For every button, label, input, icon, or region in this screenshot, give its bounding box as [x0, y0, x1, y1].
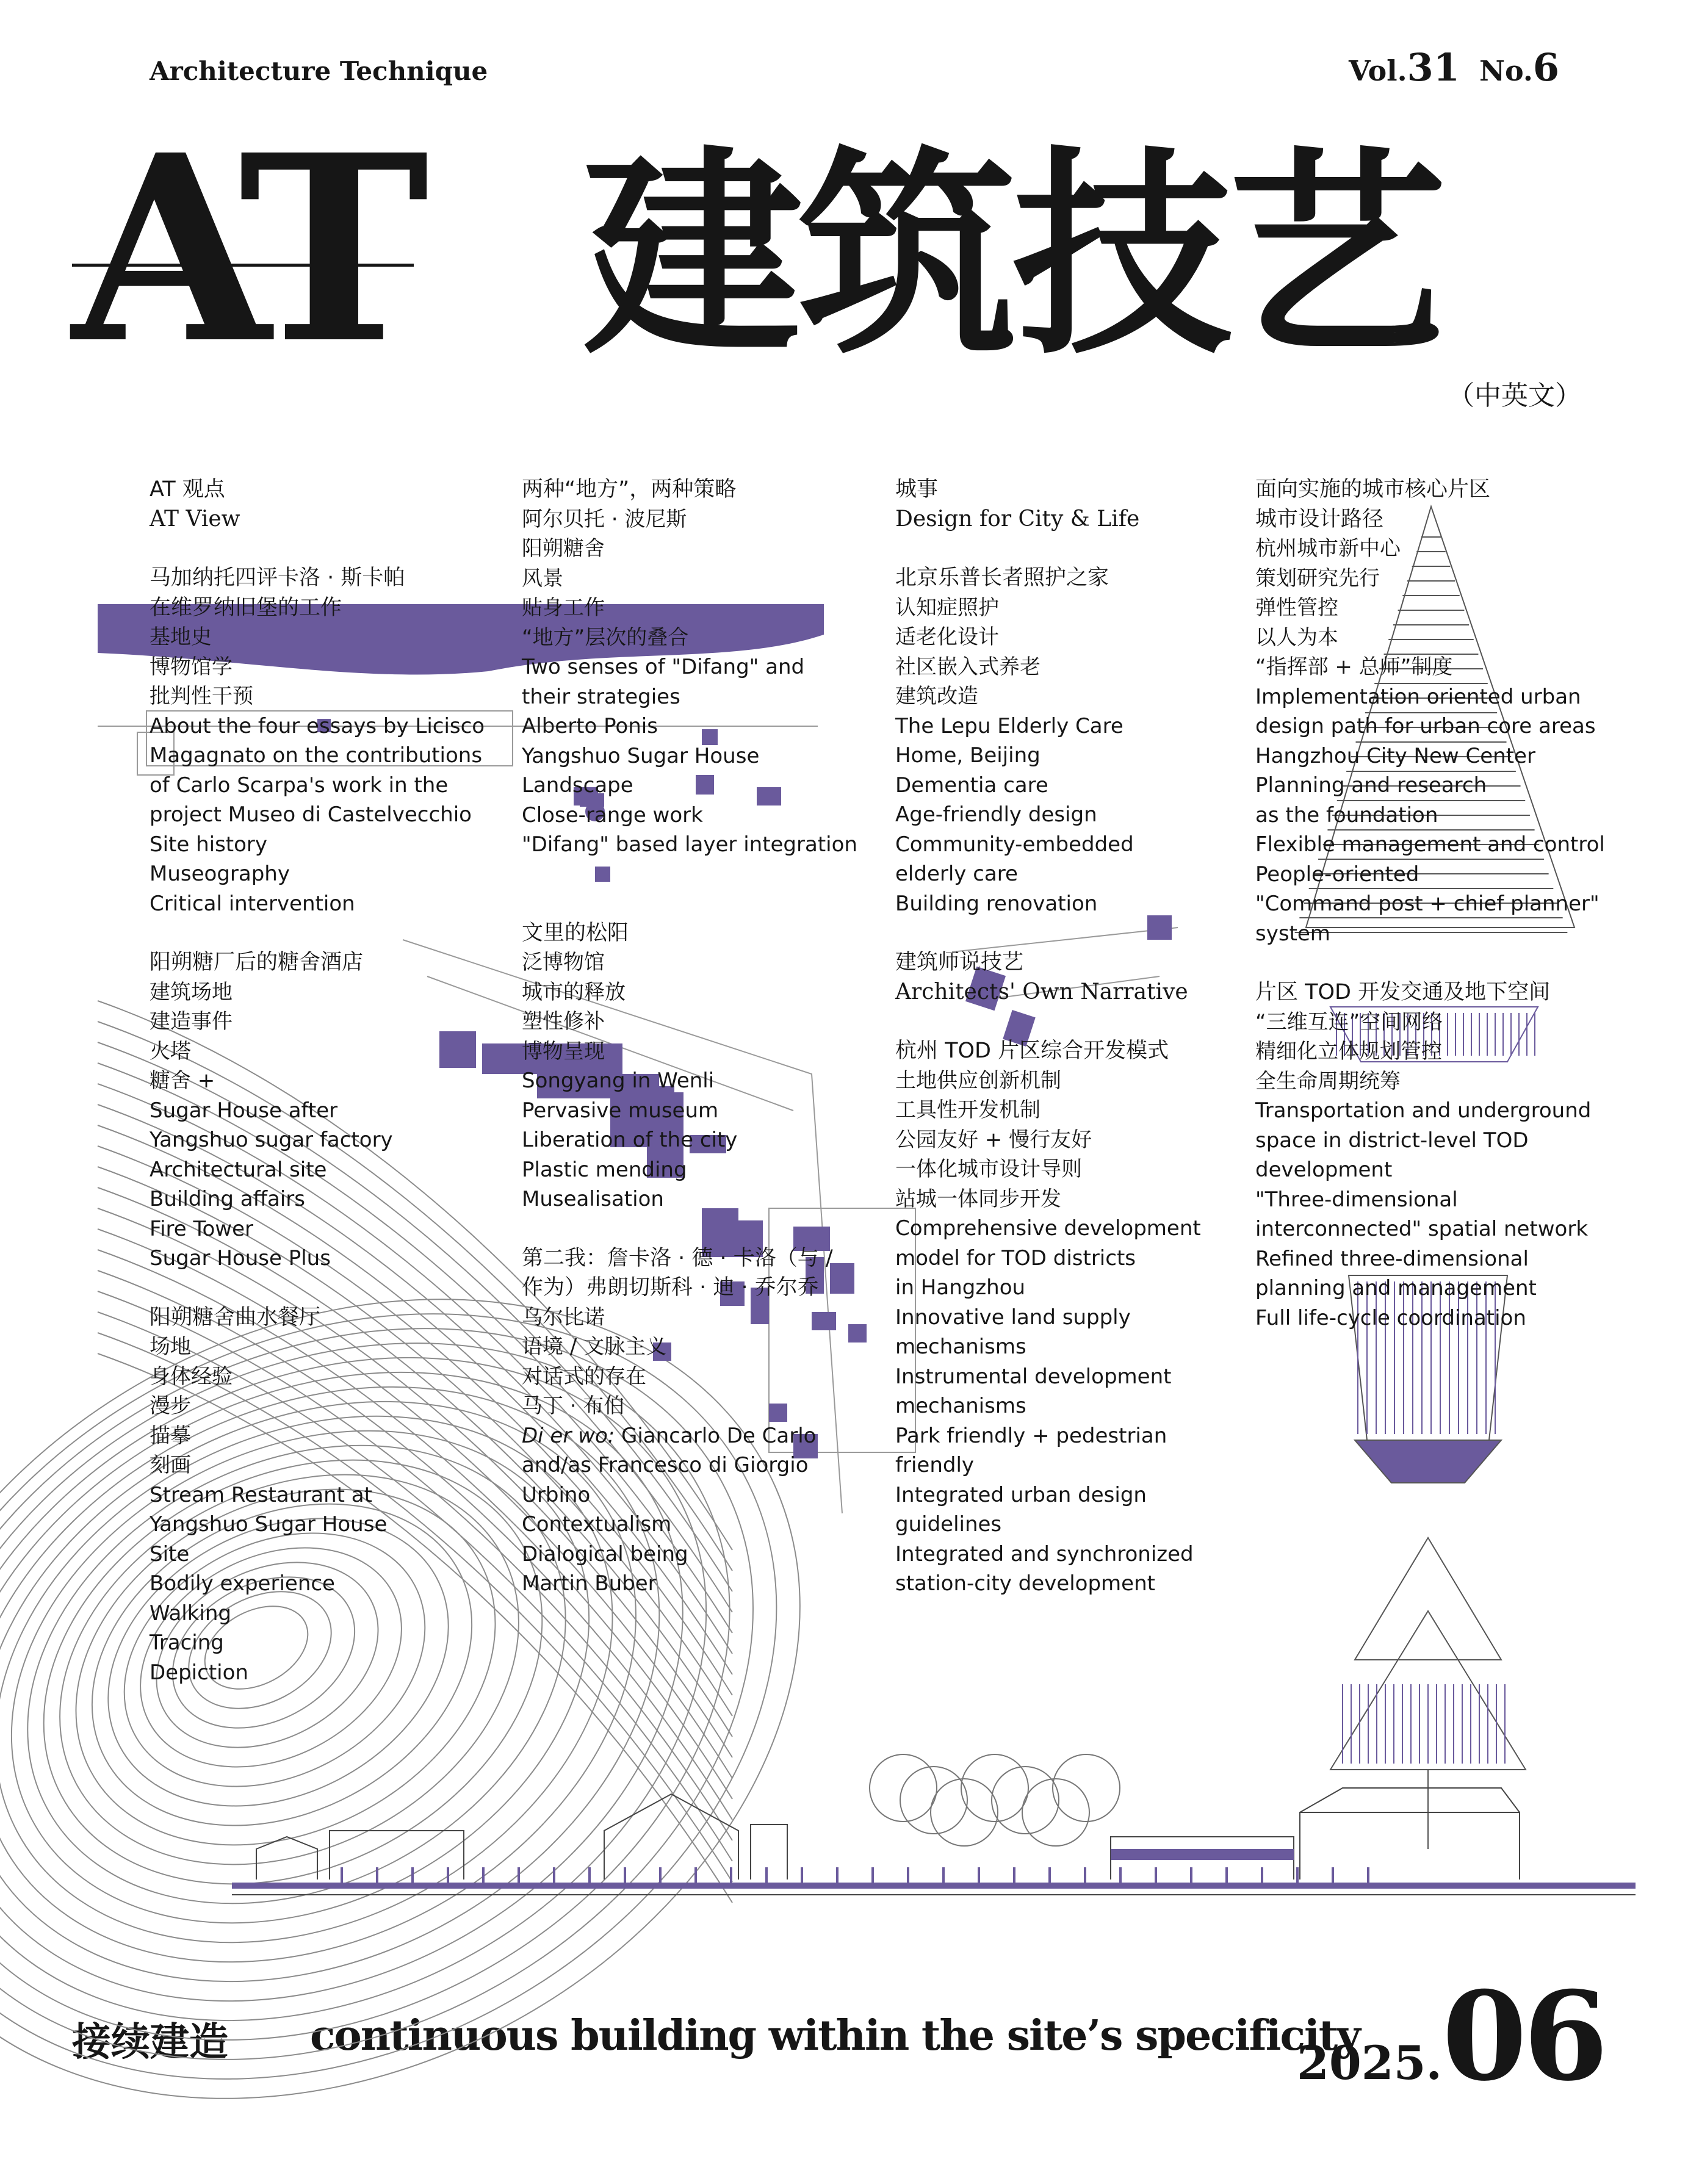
keyword-line: Bodily experience: [150, 1571, 335, 1596]
keyword-line: 批判性干预: [150, 684, 253, 708]
keyword-line: as the foundation: [1255, 802, 1438, 827]
theme-english: continuous building within the site’s specificity: [310, 2011, 1360, 2060]
keyword-line: People-oriented: [1255, 862, 1419, 887]
tree-canopy: [1053, 1754, 1120, 1822]
keyword-line: friendly: [895, 1453, 975, 1477]
keyword-line: Walking: [150, 1601, 231, 1626]
contents-column-1: [150, 475, 485, 1687]
elevation-band: [1111, 1849, 1294, 1860]
keyword-line: Architectural site: [150, 1157, 327, 1182]
keyword-line: Community-embedded: [895, 832, 1134, 857]
keyword-line: Urbino: [522, 1482, 591, 1507]
spacer: [522, 889, 857, 918]
contents-column-4: [1255, 475, 1605, 1333]
elevation-roof: [1300, 1788, 1520, 1812]
keyword-line: “地方”层次的叠合: [522, 625, 689, 650]
keyword-line: Two senses of "Difang" and: [522, 655, 805, 679]
keyword-line: 认知症照护: [895, 595, 999, 620]
vol-label: Vol.: [1349, 54, 1407, 87]
keyword-line: Site: [150, 1541, 190, 1566]
spacer: [150, 918, 485, 948]
italic-term: Di er wo:: [522, 1423, 615, 1448]
keyword-line: Yangshuo Sugar House: [522, 743, 760, 768]
keyword-line: 塑性修补: [522, 1009, 605, 1034]
keyword-line: Refined three-dimensional: [1255, 1246, 1529, 1271]
keyword-line: Hangzhou City New Center: [1255, 743, 1535, 768]
keyword-line: Site history: [150, 832, 268, 857]
spacer: [895, 1007, 1201, 1036]
keyword-line: Yangshuo Sugar House: [150, 1512, 388, 1537]
article-title: 片区 TOD 开发交通及地下空间: [1255, 980, 1551, 1004]
spacer: [150, 534, 485, 563]
keyword-line: 城市的释放: [522, 979, 626, 1004]
keyword-line: Flexible management and control: [1255, 832, 1605, 857]
issue-month: 06: [1441, 1965, 1605, 2108]
keyword-line: 社区嵌入式养老: [895, 654, 1041, 679]
keyword-line: 乌尔比诺: [522, 1305, 605, 1330]
spacer: [895, 918, 1201, 948]
keyword-line: Transportation and underground: [1255, 1098, 1592, 1123]
article-title: 建筑师说技艺: [895, 950, 1024, 975]
keyword-line: design path for urban core areas: [1255, 714, 1596, 738]
keyword-line: Critical intervention: [150, 891, 355, 916]
keyword-line: Museography: [150, 862, 290, 886]
keyword-line: of Carlo Scarpa's work in the: [150, 773, 449, 798]
article-title: AT 观点: [150, 477, 225, 502]
article-title: 面向实施的城市核心片区: [1255, 477, 1491, 502]
keyword-line: 泛博物馆: [522, 950, 605, 975]
logo-chinese-title: 建筑技艺: [583, 128, 1442, 384]
keyword-line: Landscape: [522, 773, 633, 798]
keyword-line: interconnected" spatial network: [1255, 1217, 1589, 1241]
keyword-line: 对话式的存在: [522, 1364, 646, 1389]
keyword-line: 火塔: [150, 1039, 191, 1064]
keyword-line: Building renovation: [895, 891, 1098, 916]
keyword-line: Liberation of the city: [522, 1128, 738, 1152]
article-title: 两种“地方”，两种策略: [522, 477, 737, 502]
article-title: 马加纳托四评卡洛 · 斯卡帕: [150, 566, 405, 590]
keyword-line: Martin Buber: [522, 1571, 657, 1596]
article-title: 阳朔糖舍曲水餐厅: [150, 1305, 321, 1330]
keyword-line: "Three-dimensional: [1255, 1187, 1458, 1212]
keyword-line: Yangshuo sugar factory: [150, 1128, 393, 1152]
keyword-line: space in district-level TOD: [1255, 1128, 1529, 1153]
keyword-line: Close-range work: [522, 802, 703, 827]
keyword-line: system: [1255, 921, 1330, 946]
spacer: [1255, 948, 1605, 978]
elevation-building: [604, 1794, 738, 1879]
article-title: 北京乐普长者照护之家: [895, 566, 1109, 590]
contents-column-3: [895, 475, 1201, 1599]
keyword-line: Depiction: [150, 1660, 248, 1685]
spacer: [522, 1214, 857, 1244]
keyword-line: 身体经验: [150, 1364, 233, 1389]
theme-chinese: 接续建造: [72, 2020, 228, 2065]
keyword-line: Implementation oriented urban: [1255, 684, 1581, 709]
keyword-line: 土地供应创新机制: [895, 1068, 1061, 1093]
tree-canopy: [870, 1754, 937, 1822]
keyword-line: guidelines: [895, 1512, 1002, 1537]
keyword-line: 站城一体同步开发: [895, 1186, 1061, 1211]
article-title: 文里的松阳: [522, 920, 629, 945]
section-name-en: AT View: [150, 506, 240, 532]
tree-canopy: [931, 1779, 998, 1846]
keyword-line: 策划研究先行: [1255, 566, 1380, 591]
logo-at: AT: [72, 99, 411, 400]
keyword-line: 阳朔糖舍: [522, 536, 605, 561]
article-title: 城事: [895, 477, 939, 502]
keyword-line: “三维互连”空间网络: [1255, 1009, 1443, 1034]
article-title: 城市设计路径: [1255, 506, 1384, 532]
no-label: No.: [1479, 54, 1533, 87]
keyword-line: model for TOD districts: [895, 1245, 1136, 1270]
tower-base-shape: [1355, 1440, 1501, 1483]
keyword-line: Building affairs: [150, 1187, 305, 1211]
keyword-line: Age-friendly design: [895, 802, 1097, 827]
keyword-line: Plastic mending: [522, 1157, 687, 1182]
spacer: [895, 534, 1201, 563]
keyword-line: 建筑改造: [895, 684, 978, 708]
section-name-en: Architects' Own Narrative: [895, 979, 1188, 1004]
keyword-line: Songyang in Wenli: [522, 1069, 715, 1093]
keyword-line: 建造事件: [150, 1009, 233, 1034]
keyword-line: Innovative land supply: [895, 1305, 1131, 1330]
contents-column-2: [522, 475, 857, 1599]
keyword-line: About the four essays by Licisco: [150, 713, 485, 738]
keyword-line: elderly care: [895, 862, 1018, 886]
keyword-line: their strategies: [522, 684, 680, 709]
keyword-line: project Museo di Castelvecchio: [150, 802, 472, 827]
keyword-line: in Hangzhou: [895, 1275, 1026, 1300]
keyword-line: 漫步: [150, 1394, 191, 1418]
keyword-line: 以人为本: [1255, 625, 1338, 650]
magazine-english-name: Architecture Technique: [150, 56, 488, 86]
keyword-line: "Difang" based layer integration: [522, 832, 857, 857]
keyword-line: 描摹: [150, 1423, 191, 1448]
keyword-line: 精细化立体规划管控: [1255, 1039, 1442, 1064]
keyword-line: 博物呈现: [522, 1039, 605, 1064]
keyword-line: Dialogical being: [522, 1541, 688, 1566]
tree-canopy: [961, 1754, 1028, 1822]
keyword-line: 全生命周期统筹: [1255, 1069, 1401, 1094]
keyword-line: station-city development: [895, 1571, 1155, 1596]
keyword-line: “指挥部 + 总师”制度: [1255, 655, 1453, 679]
keyword-line: and/as Francesco di Giorgio: [522, 1453, 809, 1477]
keyword-line: 一体化城市设计导则: [895, 1157, 1082, 1181]
tree-canopy: [900, 1767, 967, 1834]
keyword-line: 弹性管控: [1255, 596, 1338, 620]
keyword-line: Dementia care: [895, 773, 1048, 798]
keyword-line: 语境 / 文脉主义: [522, 1335, 667, 1359]
keyword-line: Instrumental development: [895, 1364, 1172, 1389]
keyword-line: Fire Tower: [150, 1216, 253, 1241]
keyword-line: 马丁 · 布伯: [522, 1394, 625, 1418]
spacer: [522, 860, 857, 889]
keyword-line: development: [1255, 1158, 1393, 1182]
keyword-line: 杭州城市新中心: [1255, 536, 1401, 561]
keyword-line: Comprehensive development: [895, 1216, 1201, 1241]
keyword-line: Planning and research: [1255, 773, 1487, 798]
article-title: 杭州 TOD 片区综合开发模式: [895, 1039, 1169, 1063]
article-title: 第二我：詹卡洛 · 德 · 卡洛（与 /: [522, 1245, 833, 1270]
article-title: 在维罗纳旧堡的工作: [150, 595, 342, 620]
keyword-line: Integrated and synchronized: [895, 1541, 1194, 1566]
keyword-line: Di er wo: Giancarlo De Carlo: [522, 1423, 817, 1448]
keyword-line: 适老化设计: [895, 625, 999, 649]
keyword-line: Tracing: [150, 1631, 224, 1655]
keyword-line: 贴身工作: [522, 596, 605, 620]
keyword-line: Magagnato on the contributions: [150, 743, 483, 768]
keyword-line: Sugar House after: [150, 1098, 338, 1123]
section-name-en: Design for City & Life: [895, 506, 1140, 532]
keyword-line: Full life-cycle coordination: [1255, 1305, 1526, 1330]
article-title: 阳朔糖厂后的糖舍酒店: [150, 950, 364, 975]
keyword-line: 公园友好 + 慢行友好: [895, 1127, 1092, 1152]
tree-canopy: [1022, 1779, 1089, 1846]
keyword-line: Contextualism: [522, 1512, 672, 1537]
keyword-line: 博物馆学: [150, 654, 233, 679]
keyword-line: 糖舍 +: [150, 1069, 215, 1093]
keyword-line: Park friendly + pedestrian: [895, 1423, 1167, 1448]
keyword-line: Pervasive museum: [522, 1098, 719, 1123]
keyword-line: 阿尔贝托 · 波尼斯: [522, 506, 687, 532]
keyword-line: mechanisms: [895, 1335, 1026, 1359]
keyword-line: Stream Restaurant at: [150, 1482, 372, 1507]
keyword-line: Sugar House Plus: [150, 1246, 331, 1270]
no-number: 6: [1532, 45, 1560, 90]
keyword-line: 建筑场地: [150, 979, 233, 1004]
keyword-line: Alberto Ponis: [522, 714, 658, 738]
keyword-line: 工具性开发机制: [895, 1098, 1041, 1122]
keyword-line: planning and management: [1255, 1276, 1537, 1300]
keyword-line: mechanisms: [895, 1394, 1026, 1418]
keyword-line: 风景: [522, 566, 563, 591]
issue-year: 2025.: [1297, 2036, 1442, 2090]
article-title: 作为）弗朗切斯科 · 迪 · 乔尔乔: [522, 1275, 819, 1300]
keyword-line: 场地: [150, 1335, 191, 1359]
keyword-line: The Lepu Elderly Care: [895, 713, 1124, 738]
keyword-line: Integrated urban design: [895, 1482, 1147, 1507]
elevation-building: [751, 1825, 787, 1879]
edition-note: （中英文）: [1448, 380, 1582, 411]
vol-number: 31: [1407, 45, 1460, 90]
spacer: [150, 1274, 485, 1303]
keyword-line: 刻画: [150, 1453, 191, 1477]
keyword-line: Home, Beijing: [895, 743, 1041, 768]
keyword-line: Musealisation: [522, 1187, 664, 1211]
keyword-line: "Command post + chief planner": [1255, 892, 1600, 916]
keyword-line: 基地史: [150, 625, 212, 649]
tree-canopy: [992, 1767, 1059, 1834]
